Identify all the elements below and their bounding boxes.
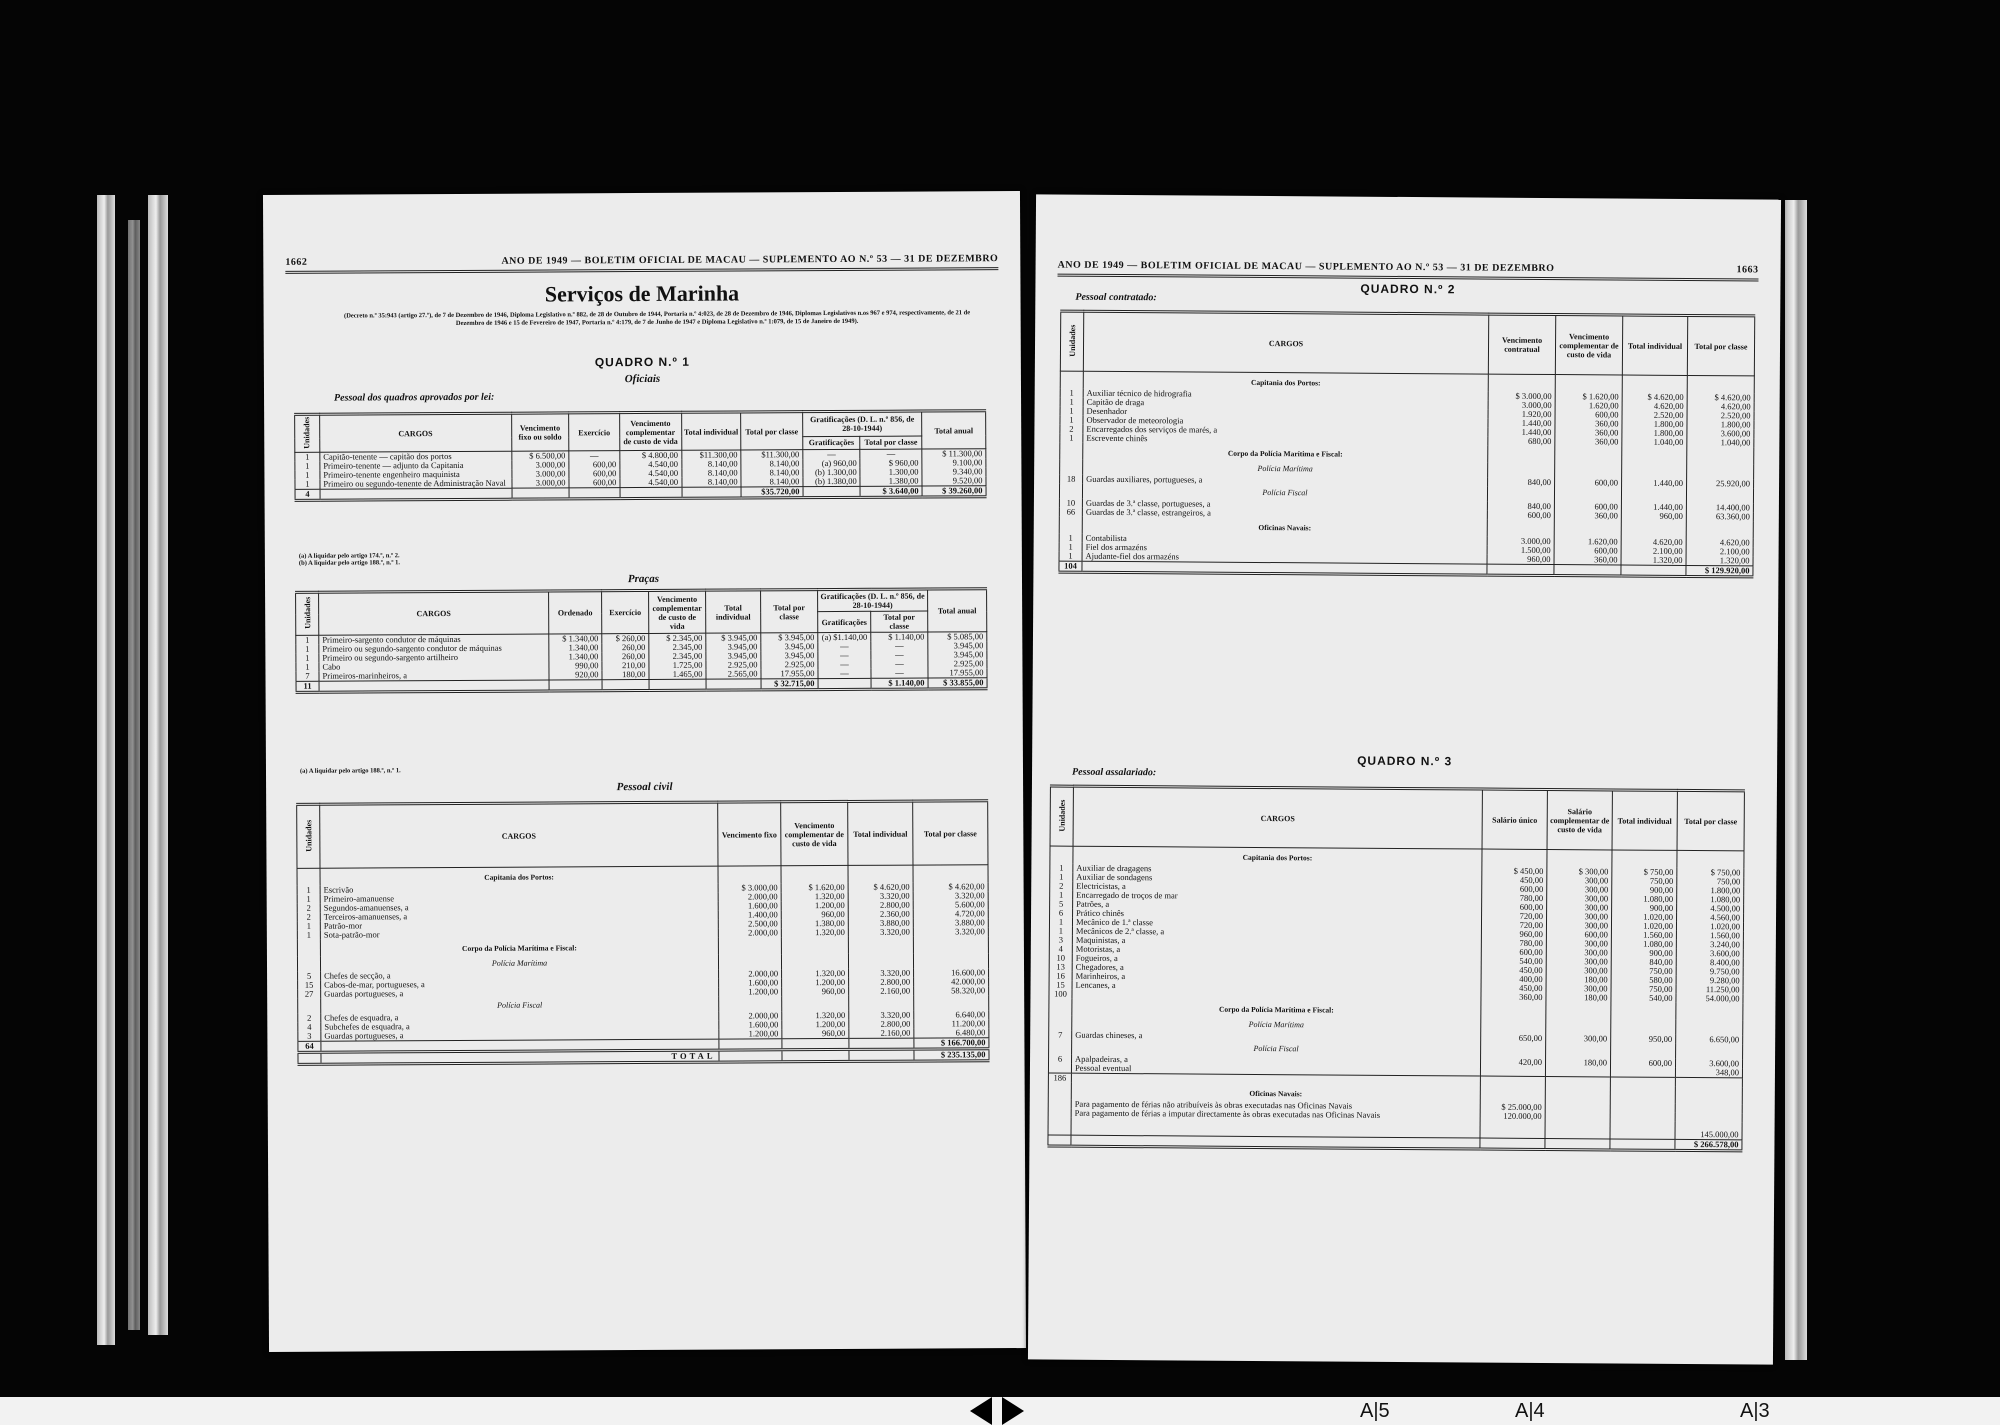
col-grat: Gratificações (803, 436, 860, 450)
table-row: 1 Desenhador 1.920,00 600,00 2.520,00 2.520,00 (1060, 407, 1754, 421)
quadro-3-title: QUADRO N.º 3 (1357, 753, 1453, 769)
table-row: 15 Lencanes, a 450,00 300,00 750,00 11.250,00 (1049, 981, 1743, 995)
header-text: ANO DE 1949 — BOLETIM OFICIAL DE MACAU — SUPLEMENTO AO N.º 53 — 31 DE DEZEMBRO (1057, 259, 1555, 275)
table-row: 6 Apalpadeiras, a 420,00 180,00 600,00 3.600,00 (1049, 1055, 1743, 1069)
table-row: 1 Escrevente chinês 680,00 360,00 1.040,00 1.040,00 (1060, 434, 1754, 448)
table-row: 4 Motoristas, a 600,00 300,00 900,00 3.600,00 (1049, 945, 1743, 959)
pessoal-civil-table: Unidades CARGOS Vencimento fixo Vencimento complementar de custo de vida Total individual Total por classe Capitania dos Portos: 1 Escrivão $ 3.000,00 $ 1.620,00 $ 4.620,00 $ 4.620,00 1 Primeiro-amanuense 2.000,00 1.320,00 3.320,00 3.320,00 2 Segundos-amanuenses, a 1.600,00 1.200,00 2.800,00 5.600,00 2 Terceiros-amanuenses, a 1.400,00 960,00 2.360,00 4.720,00 1 Patrão-mor 2.500,00 1.380,00 3.880,00 3.880,00 1 Sota-patrão-mor 2.000,00 1.320,00 3.320,00 3.320,00 Corpo da Polícia Marítima e Fiscal: Polícia Marítima 5 Chefes de secção, a 2.000,00 1.320,00 3.320,00 16.600,00 15 Cabos-de-mar, portugueses, a 1.600,00 1.200,00 2.800,00 42.000,00 27 Guardas portugueses, a 1.200,00 960,00 2.160,00 58.320,00 Polícia Fiscal 2 Chefes de esquadra, a 2.000,00 1.320,00 3.320,00 6.640,00 4 Subchefes de esquadra, a 1.600,00 1.200,00 2.800,00 11.200,00 3 Guardas portugueses, a 1.200,00 960,00 2.160,00 6.480,00 64 $ 166.700,00 TOTAL $ 235.135,00 (296, 799, 989, 1066)
table-row: 1 Patrão-mor 2.500,00 1.380,00 3.880,00 3.880,00 (297, 918, 988, 931)
table-row: 1 Mecânicos de 2.ª classe, a 960,00 600,00 1.560,00 1.560,00 (1049, 927, 1743, 941)
section-oficiais: Oficiais (624, 372, 661, 386)
table-row: 6 Prático chinês 720,00 300,00 1.020,00 4.560,00 (1050, 909, 1744, 923)
table-row: 1 Primeiro ou segundo-tenente de Administração Naval 3.000,00 600,00 4.540,00 8.140,00 8.140,00 (b) 1.380,00 1.380,00 9.520,00 (295, 476, 986, 489)
table-row: 1 Sota-patrão-mor 2.000,00 1.320,00 3.320,00 3.320,00 (297, 927, 988, 940)
page-header (285, 253, 998, 274)
table-row: 4 Subchefes de esquadra, a 1.600,00 1.200,00 2.800,00 11.200,00 (298, 1019, 989, 1032)
col-grat-total: Total por classe (860, 436, 922, 450)
col-total-individual: Total individual (681, 412, 741, 450)
table-row: 1 Escrivão $ 3.000,00 $ 1.620,00 $ 4.620,00 $ 4.620,00 (297, 882, 988, 895)
footnotes: (a) A liquidar pelo artigo 174.º, n.º 2. (b) A liquidar pelo artigo 188.º, n.º 1. (298, 552, 401, 567)
table-row: 1 Ajudante-fiel dos armazéns 960,00 360,00 1.320,00 1.320,00 (1059, 552, 1753, 566)
film-edge (128, 220, 140, 1330)
table-row: 2 Terceiros-amanuenses, a 1.400,00 960,00 2.360,00 4.720,00 (297, 909, 988, 922)
right-page (1028, 194, 1781, 1364)
table-row: 145.000,00 (1048, 1118, 1742, 1140)
header-text: ANO DE 1949 — BOLETIM OFICIAL DE MACAU — SUPLEMENTO AO N.º 53 — 31 DE DEZEMBRO (501, 253, 999, 267)
oficiais-table (294, 409, 986, 502)
table-row: 66 Guardas de 3.ª classe, estrangeiros, a 600,00 360,00 960,00 63.360,00 (1059, 508, 1753, 522)
frame-label: A|3 (1740, 1400, 1770, 1422)
table-row: 5 Chefes de secção, a 2.000,00 1.320,00 3.320,00 16.600,00 (298, 968, 989, 981)
total-row: 11 $ 32.715,00 $ 1.140,00 $ 33.855,00 (296, 678, 987, 693)
table-row: 1 Primeiro ou segundo-sargento condutor de máquinas 1.340,00 260,00 2.345,00 3.945,00 3.945,00 — — 3.945,00 (296, 641, 987, 654)
table-row: 1 Primeiro-amanuense 2.000,00 1.320,00 3.320,00 3.320,00 (297, 891, 988, 904)
film-edge (97, 195, 115, 1345)
total-row: 104 $ 129.920,00 (1059, 561, 1753, 577)
page-number: 1663 (1736, 264, 1759, 276)
pessoal-contratado-label: Pessoal contratado: (1075, 291, 1157, 304)
pessoal-label: Pessoal dos quadros aprovados por lei: (334, 391, 495, 404)
grand-total-row: TOTAL $ 235.135,00 (298, 1049, 989, 1065)
table-row: 100 360,00 180,00 540,00 54.000,00 (1049, 990, 1743, 1004)
decree-text: (Decreto n.º 35:943 (artigo 27.º), de 7 de Dezembro de 1946, Diploma Legislativo n.º 882, de 28 de Outubro de 1944, Portaria n.º 4:023, de 28 de Dezembro de 1946, Diplomas Legislativos n.os 967 e 974, respectivamente, de 21 de Dezembro de 1946 e 15 de Fevereiro de 1947, Portaria n.º 4:179, de 7 de Junho de 1947 e Diploma Legislativo n.º 1:079, de 15 de Janeiro de 1949). (344, 309, 971, 327)
table-row: 1 Auxiliar de sondagens 450,00 300,00 750,00 750,00 (1050, 873, 1744, 887)
col-cargos: CARGOS (320, 413, 512, 452)
table-row: 1 Auxiliar de dragagens $ 450,00 $ 300,00 $ 750,00 $ 750,00 (1050, 864, 1744, 878)
frame-label: A|5 (1360, 1400, 1390, 1422)
page-header (1058, 260, 1759, 282)
quadro-1-title: QUADRO N.º 1 (594, 354, 690, 370)
film-strip (0, 1397, 2000, 1425)
table-row: 2 Segundos-amanuenses, a 1.600,00 1.200,00 2.800,00 5.600,00 (297, 900, 988, 913)
table-row: 1 Capitão-tenente — capitão dos portos $ 6.500,00 — $ 4.800,00 $11.300,00 $11.300,00 — — $ 11.300,00 (295, 449, 986, 462)
arrow-left-icon (970, 1397, 992, 1425)
table-row: 1 Auxiliar técnico de hidrografia $ 3.000,00 $ 1.620,00 $ 4.620,00 $ 4.620,00 (1060, 389, 1754, 403)
pracas-table: Unidades CARGOS Ordenado Exercício Vencimento complementar de custo de vida Total individual Total por classe Gratificações (D. L. n.º 856, de 28-10-1944) Total anual Gratificações Total por classe 1 Primeiro-sargento condutor de máquinas $ 1.340,00 $ 260,00 $ 2.345,00 $ 3.945,00 $ 3.945,00 (a) $1.140,00 $ 1.140,00 $ 5.085,00 1 Primeiro ou segundo-sargento condutor de máquinas 1.340,00 260,00 2.345,00 3.945,00 3.945,00 — — 3.945,00 1 Primeiro ou segundo-sargento artilheiro 1.340,00 260,00 2.345,00 3.945,00 3.945,00 — — 3.945,00 1 Cabo 990,00 210,00 1.725,00 2.925,00 2.925,00 — — 2.925,00 7 Primeiros-marinheiros, a 920,00 180,00 1.465,00 2.565,00 17.955,00 — — 17.955,00 11 $ 32.715,00 $ 1.140,00 $ 33.855,00 (295, 587, 988, 694)
film-edge (148, 195, 168, 1335)
table-row: 16 Marinheiros, a 400,00 180,00 580,00 9.280,00 (1049, 972, 1743, 986)
table-row: Para pagamento de férias a imputar directamente às obras executadas nas Oficinas Navais 120.000,00 (1048, 1109, 1742, 1123)
table-row: 1 Observador de meteorologia 1.440,00 360,00 1.800,00 1.800,00 (1060, 416, 1754, 430)
table-row: 1 Primeiro-tenente engenheiro maquinista 3.000,00 600,00 4.540,00 8.140,00 8.140,00 (b) 1.300,00 1.300,00 9.340,00 (295, 467, 986, 480)
quadro-2-title: QUADRO N.º 2 (1360, 281, 1456, 297)
film-edge (1785, 200, 1807, 1360)
col-complementar: Vencimento complementar de custo de vida (620, 412, 682, 450)
arrow-right-icon (1002, 1397, 1024, 1425)
pessoal-assalariado-label: Pessoal assalariado: (1072, 766, 1157, 779)
table-row: 1 Contabilista 3.000,00 1.620,00 4.620,00 4.620,00 (1059, 534, 1753, 548)
col-exercicio: Exercício (569, 413, 620, 451)
footnote: (a) A liquidar pelo artigo 188.º, n.º 1. (299, 767, 401, 775)
total-row: $ 266.578,00 (1048, 1135, 1742, 1151)
col-total-anual: Total anual (922, 411, 986, 449)
section-pracas: Praças (627, 572, 660, 586)
table-row: 3 Maquinistas, a 780,00 300,00 1.080,00 3.240,00 (1049, 936, 1743, 950)
total-row: 4 $35.720,00 $ 3.640,00 $ 39.260,00 (295, 486, 986, 501)
table-row: 27 Guardas portugueses, a 1.200,00 960,00 2.160,00 58.320,00 (298, 986, 989, 999)
quadro-2-table: Unidades CARGOS Vencimento contratual Vencimento complementar de custo de vida Total individual Total por classe Capitania dos Portos: 1 Auxiliar técnico de hidrografia $ 3.000,00 $ 1.620,00 $ 4.620,00 $ 4.620,00 1 Capitão de draga 3.000,00 1.620,00 4.620,00 4.620,00 1 Desenhador 1.920,00 600,00 2.520,00 2.520,00 1 Observador de meteorologia 1.440,00 360,00 1.800,00 1.800,00 2 Encarregados dos serviços de marés, a 1.440,00 360,00 1.800,00 3.600,00 1 Escrevente chinês 680,00 360,00 1.040,00 1.040,00 Corpo da Polícia Marítima e Fiscal: Polícia Marítima 18 Guardas auxiliares, portugueses, a 840,00 600,00 1.440,00 25.920,00 Polícia Fiscal 10 Guardas de 3.ª classe, portugueses, a 840,00 600,00 1.440,00 14.400,00 66 Guardas de 3.ª classe, estrangeiros, a 600,00 360,00 960,00 63.360,00 Oficinas Navais: 1 Contabilista 3.000,00 1.620,00 4.620,00 4.620,00 1 Fiel dos armazéns 1.500,00 600,00 2.100,00 2.100,00 1 Ajudante-fiel dos armazéns 960,00 360,00 1.320,00 1.320,00 104 $ 129.920,00 (1058, 310, 1755, 579)
table-row: 1 Mecânico de 1.ª classe 720,00 300,00 1.020,00 1.020,00 (1049, 918, 1743, 932)
table-row: 1 Primeiro ou segundo-sargento artilheiro 1.340,00 260,00 2.345,00 3.945,00 3.945,00 — — 3.945,00 (296, 650, 987, 663)
col-total-classe: Total por classe (741, 412, 803, 450)
col-gratificacoes: Gratificações (D. L. n.º 856, de 28-10-1944) (803, 411, 922, 436)
table-row: 18 Guardas auxiliares, portugueses, a 840,00 600,00 1.440,00 25.920,00 (1060, 475, 1754, 489)
table-row: Para pagamento de férias não atribuíveis às obras executadas nas Oficinas Navais $ 25.000,00 (1048, 1100, 1742, 1114)
subtotal-row: 64 $ 166.700,00 (298, 1038, 989, 1053)
table-row: 1 Primeiro-tenente — adjunto da Capitania 3.000,00 600,00 4.540,00 8.140,00 8.140,00 (a) 960,00 $ 960,00 9.100,00 (295, 458, 986, 471)
table-row: 15 Cabos-de-mar, portugueses, a 1.600,00 1.200,00 2.800,00 42.000,00 (298, 977, 989, 990)
col-vencimento: Vencimento fixo ou soldo (511, 413, 569, 451)
count-row: 186 (1048, 1073, 1742, 1087)
table-row: 1 Fiel dos armazéns 1.500,00 600,00 2.100,00 2.100,00 (1059, 543, 1753, 557)
table-row: 10 Fogueiros, a 540,00 300,00 840,00 8.400,00 (1049, 954, 1743, 968)
table-row: 13 Chegadores, a 450,00 300,00 750,00 9.750,00 (1049, 963, 1743, 977)
col-unidades: Unidades (302, 416, 312, 449)
page-number: 1662 (285, 256, 308, 268)
quadro-3-table: Unidades CARGOS Salário único Salário complementar de custo de vida Total individual Total por classe Capitania dos Portos: 1 Auxiliar de dragagens $ 450,00 $ 300,00 $ 750,00 $ 750,00 1 Auxiliar de sondagens 450,00 300,00 750,00 750,00 2 Electricistas, a 600,00 300,00 900,00 1.800,00 1 Encarregado de troços de mar 780,00 300,00 1.080,00 1.080,00 5 Patrões, a 600,00 300,00 900,00 4.500,00 6 Prático chinês 720,00 300,00 1.020,00 4.560,00 1 Mecânico de 1.ª classe 720,00 300,00 1.020,00 1.020,00 1 Mecânicos de 2.ª classe, a 960,00 600,00 1.560,00 1.560,00 3 Maquinistas, a 780,00 300,00 1.080,00 3.240,00 4 Motoristas, a 600,00 300,00 900,00 3.600,00 10 Fogueiros, a 540,00 300,00 840,00 8.400,00 13 Chegadores, a 450,00 300,00 750,00 9.750,00 16 Marinheiros, a 400,00 180,00 580,00 9.280,00 15 Lencanes, a 450,00 300,00 750,00 11.250,00 100 360,00 180,00 540,00 54.000,00 Corpo da Polícia Marítima e Fiscal: Polícia Marítima 7 Guardas chineses, a 650,00 300,00 950,00 6.650,00 Polícia Fiscal 6 Apalpadeiras, a 420,00 180,00 600,00 3.600,00 Pessoal eventual 348,00 186 Oficinas Navais: Para pagamento de férias não atribuíveis às obras executadas nas Oficinas Navais $ 25.000,00 Para pagamento de férias a imputar directamente às obras executadas nas Oficinas Navais 120.000,00 145.000,00 $ 266.578,00 (1047, 785, 1745, 1153)
table-row: 2 Chefes de esquadra, a 2.000,00 1.320,00 3.320,00 6.640,00 (298, 1010, 989, 1023)
table-row: 7 Guardas chineses, a 650,00 300,00 950,00 6.650,00 (1049, 1031, 1743, 1045)
left-page (263, 191, 1026, 1352)
table-row: 1 Capitão de draga 3.000,00 1.620,00 4.620,00 4.620,00 (1060, 398, 1754, 412)
table-row: 1 Primeiro-sargento condutor de máquinas $ 1.340,00 $ 260,00 $ 2.345,00 $ 3.945,00 $ 3.945,00 (a) $1.140,00 $ 1.140,00 $ 5.085,00 (296, 632, 987, 645)
table-row: 7 Primeiros-marinheiros, a 920,00 180,00 1.465,00 2.565,00 17.955,00 — — 17.955,00 (296, 668, 987, 681)
table-row: 2 Encarregados dos serviços de marés, a 1.440,00 360,00 1.800,00 3.600,00 (1060, 425, 1754, 439)
table-row: 2 Electricistas, a 600,00 300,00 900,00 1.800,00 (1050, 882, 1744, 896)
table-row: 3 Guardas portugueses, a 1.200,00 960,00 2.160,00 6.480,00 (298, 1028, 989, 1041)
frame-label: A|4 (1515, 1400, 1545, 1422)
page-title: Serviços de Marinha (544, 280, 740, 307)
table-row: Pessoal eventual 348,00 (1048, 1064, 1742, 1078)
table-row: 1 Cabo 990,00 210,00 1.725,00 2.925,00 2.925,00 — — 2.925,00 (296, 659, 987, 672)
table-row: 1 Encarregado de troços de mar 780,00 300,00 1.080,00 1.080,00 (1050, 891, 1744, 905)
section-pessoal-civil: Pessoal civil (616, 780, 673, 794)
table-row: 10 Guardas de 3.ª classe, portugueses, a 840,00 600,00 1.440,00 14.400,00 (1059, 499, 1753, 513)
table-row: 5 Patrões, a 600,00 300,00 900,00 4.500,00 (1050, 900, 1744, 914)
